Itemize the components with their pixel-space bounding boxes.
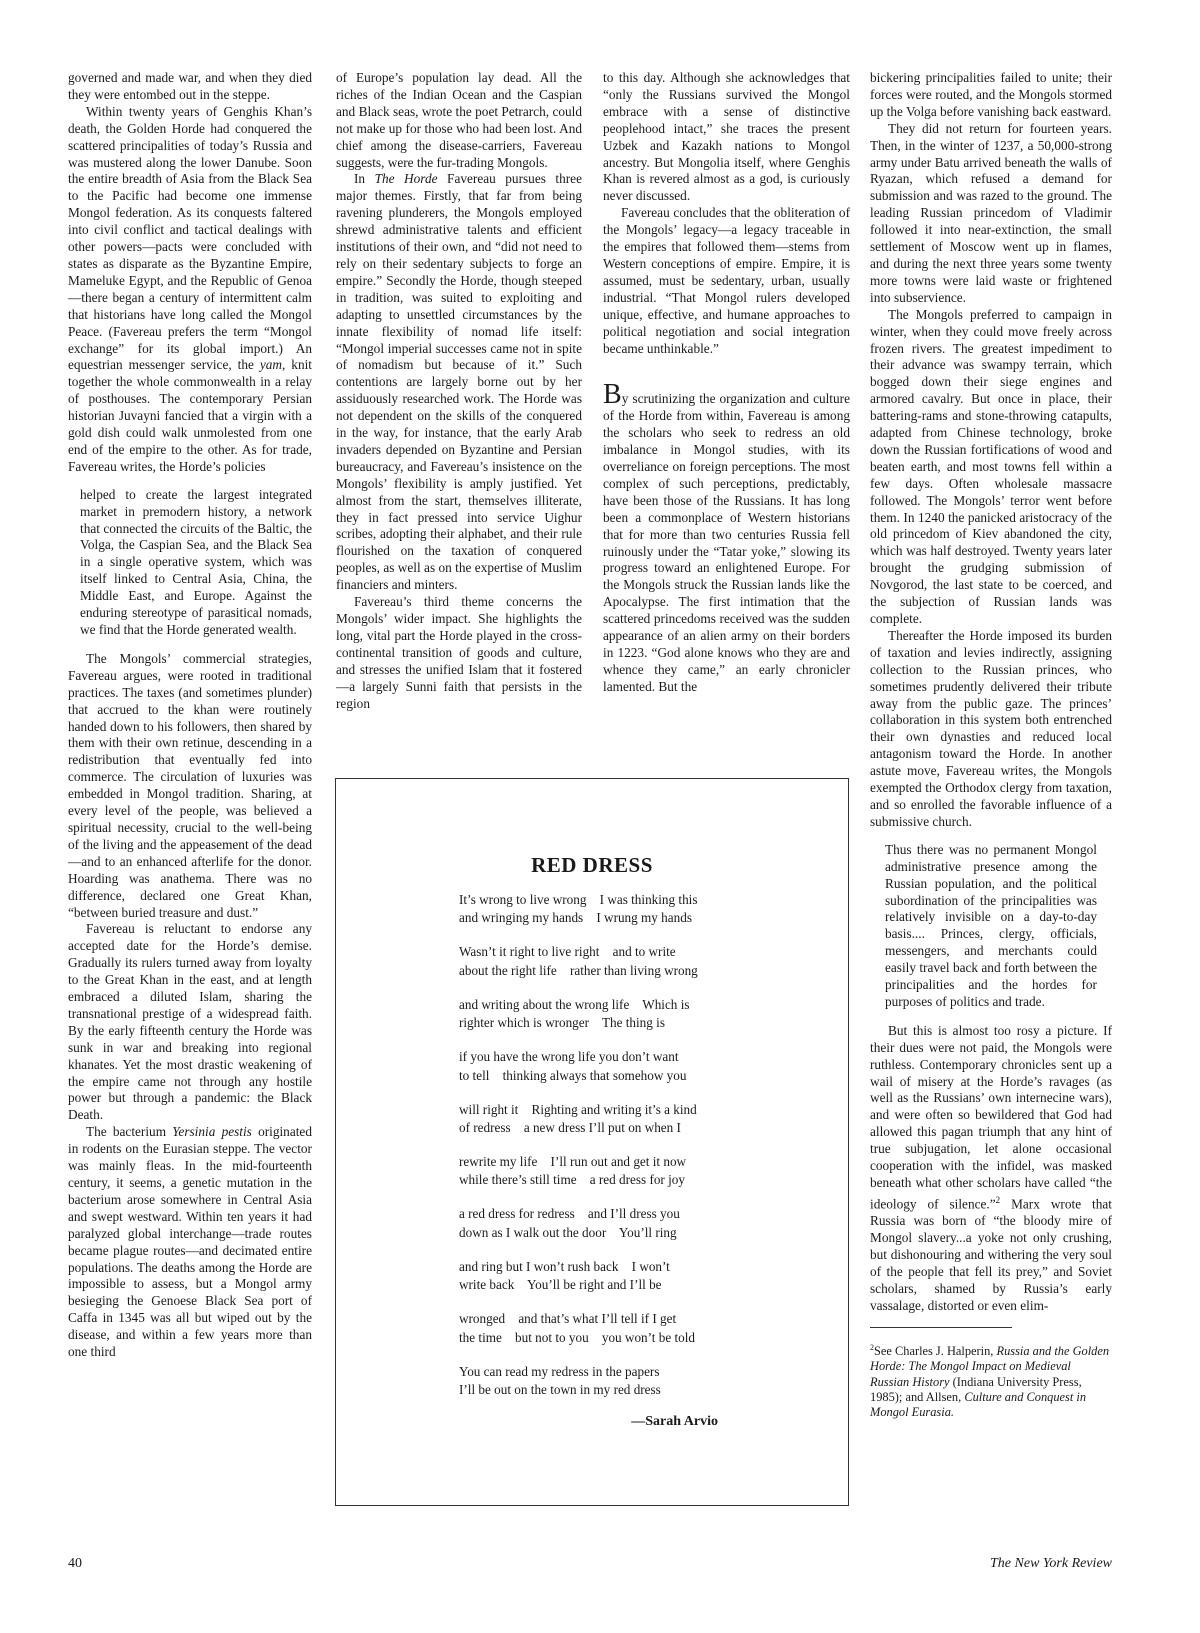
poem-author: —Sarah Arvio [631, 1414, 718, 1429]
poem-line: write back You’ll be right and I’ll be [459, 1277, 662, 1293]
poem-line: to tell thinking always that somehow you [459, 1067, 687, 1083]
poem-body [459, 891, 819, 1415]
column-2 [336, 70, 582, 712]
poem-line: righter which is wronger The thing is [459, 1015, 665, 1031]
column-4 [870, 70, 1112, 1421]
poem-stanza [459, 1363, 819, 1400]
poem-stanza [459, 891, 819, 928]
paragraph: bickering principalities failed to unite; their forces were routed, and the Mongols stormed up the Volga before vanishing back eastward. [870, 70, 1112, 119]
paragraph: The Mongols preferred to campaign in winter, when they could move freely across frozen rivers. The greatest impediment to their advance was swampy terrain, which bogged down their siege engines and armored cavalry. But once in place, their battering-rams and stone-throwing catapults, adapted from Chinese technology, broke down the Russian fortifications of wood and beaten earth, and most towns fell within a few days. Often wholesale massacre followed. The Mongols’ terror went before them. In 1240 the panicked aristocracy of the old princedom of Kiev abandoned the city, which was half destroyed. Twenty years later brought the grudging submission of Novgorod, the last state to be coerced, and the subjection of Russian lands was complete. [870, 306, 1112, 626]
poem-box [335, 778, 849, 1506]
poem-stanza [459, 1310, 819, 1347]
paragraph: But this is almost too rosy a picture. If their dues were not paid, the Mongols were ruthless. Contemporary chronicles sent up a wail of misery at the Horde’s ravages (as well as the Russians’ own internecine wars), and were often so bewildered that God had allowed this pagan triumph that any hint of true subjugation, let alone occasional cooperation with the infidel, was masked beneath what other scholars have called “the ideology of silence.”$^2$ Marx wrote that Russia was born of “the bloody mire of Mongol slavery...a yoke not only crushing, but dishonouring and withering the very soul of the people that fell its prey,” and Soviet scholars, shamed by Russia’s early vassalage, distorted or even elim- [870, 1022, 1112, 1313]
poem-stanza [459, 1101, 819, 1138]
column-1 [68, 70, 312, 1361]
poem-line: It’s wrong to live wrong I was thinking this [459, 892, 698, 907]
poem-line: Wasn’t it right to live right and to write [459, 944, 676, 960]
poem-stanza [459, 1258, 819, 1295]
poem-line: and wringing my hands I wrung my hands [459, 910, 692, 926]
poem-title: RED DRESS [531, 853, 653, 877]
section-break [603, 357, 850, 385]
quote-text: Thus there was no permanent Mongol administrative presence among the Russian population, and the political subordination of the principalities was relatively invisible on a day-to-day basis.... Princes, clergy, officials, messengers, and merchants could easily travel back and forth between the principalities and the hordes for purposes of politics and trade. [885, 841, 1097, 1009]
poem-stanza [459, 1048, 819, 1085]
paragraph: By scrutinizing the organization and culture of the Horde from within, Favereau is among the scholars who seek to redress an old imbalance in Mongol studies, with its overreliance on foreign perceptions. The most complex of such perceptions, predictably, have been those of the Russians. It has long been a commonplace of Western historians that for more than two centuries Russia fell ruinously under the “Tatar yoke,” slowing its progress toward an enlightened Europe. For the Mongols struck the Russian lands like the Apocalypse. The first intimation that the scattered princedoms received was the sudden appearance of an alien army on their borders in 1223. “God alone knows who they are and whence they came,” an early chronicler lamented. But the [603, 379, 850, 694]
poem-line: a red dress for redress and I’ll dress you [459, 1206, 680, 1222]
poem-stanza [459, 1205, 819, 1242]
poem-line: of redress a new dress I’ll put on when I [459, 1120, 681, 1136]
paragraph: Favereau is reluctant to endorse any accepted date for the Horde’s demise. Gradually its rulers turned away from loyalty to the Great Khan in the east, and at length embraced a diluted Islam, sharing the transnational prestige of a widespread faith. By the early fifteenth century the Horde was sunk in war and breaking into regional khanates. Yet the most drastic weakening of the empire came not through any hostile power but through a pandemic: the Black Death. [68, 921, 312, 1123]
drop-cap: B [603, 379, 622, 411]
paragraph: The bacterium Yersinia pestis originated in rodents on the Eurasian steppe. The vector was mainly fleas. In the mid-fourteenth century, it seems, a genetic mutation in the bacterium arose somewhere in Central Asia and swept westward. Within ten years it had paralyzed global interchange—trade routes became plague routes—and decimated entire populations. The deaths among the Horde are impossible to assess, but a Mongol army besieging the Genoese Black Sea port of Caffa in 1345 was all but wiped out by the disease, and within a few years more than one third [68, 1124, 312, 1360]
block-quote [885, 842, 1097, 1011]
paragraph: Thereafter the Horde imposed its burden of taxation and levies indirectly, assigning collection to the Russian princes, who sometimes prudently delivered their tribute away from the public gaze. The princes’ collaboration in this system both entrenched their own dynasties and reduced local antagonism toward the Horde. In another astute move, Favereau writes, the Mongols exempted the Orthodox clergy from taxation, and so enrolled the favorable influence of a submissive church. [870, 627, 1112, 829]
poem-stanza [459, 943, 819, 980]
paragraph: Within twenty years of Genghis Khan’s death, the Golden Horde had conquered the scattered principalities of today’s Russia and was mustered along the lower Danube. Soon the entire breadth of Asia from the Black Sea to the Pacific had become one immense Mongol federation. As its conquests faltered into civil conflict and tactical dealings with other powers—pacts were concluded with states as disparate as the Byzantine Empire, Mameluke Egypt, and the Republic of Genoa—there began a century of intermittent calm that historians have long called the Mongol Peace. (Favereau prefers the term “Mongol exchange” for its global import.) An equestrian messenger service, the yam, knit together the whole commonwealth in a relay of posthouses. The contemporary Persian historian Juvayni fancied that a virgin with a gold dish could walk unmolested from one end of the empire to the other. As for trade, Favereau writes, the Horde’s policies [68, 103, 312, 474]
poem-line: I’ll be out on the town in my red dress [459, 1382, 661, 1398]
poem-line: and writing about the wrong life Which is [459, 996, 690, 1012]
paragraph: Favereau’s third theme concerns the Mongols’ wider impact. She highlights the long, vital part the Horde played in the cross-continental transition of goods and culture, and stresses the unified Islam that it fostered—a largely Sunni faith that persists in the region [336, 594, 582, 711]
paragraph: Favereau concludes that the obliteration of the Mongols’ legacy—a legacy traceable in the empires that followed them—stems from Western conceptions of empire. Empire, it is assumed, must be sedentary, urban, usually industrial. “That Mongol rulers developed unique, effective, and humane approaches to political negotiation and social integration became unthinkable.” [603, 205, 850, 356]
poem-line: about the right life rather than living wrong [459, 962, 698, 978]
block-quote [80, 487, 312, 639]
poem-line: the time but not to you you won’t be told [459, 1329, 696, 1345]
poem-stanza [459, 996, 819, 1033]
paragraph: In The Horde Favereau pursues three major themes. Firstly, that far from being ravening plunderers, the Mongols employed shrewd administrative talents and efficient institutions of their own, and “did not need to rely on their sedentary subjects to forge an empire.” Secondly the Horde, though steeped in tradition, was suited to exploiting and adapting to unsettled circumstances by the innate flexibility of nomad life itself: “Mongol imperial successes came not in spite of nomadism but because of it.” Such contentions are largely borne out by her assiduously researched work. The Horde was not dependent on the skills of the conquered in the way, for instance, that the early Arab invaders depended on Byzantine and Persian bureaucracy, and Favereau’s insistence on the Mongols’ flexibility is amply justified. Yet almost from the start, themselves illiterate, they in fact pressed into service Uighur scribes, adopting their alphabet, and their rule flourished on the taxation of conquered peoples, as well as on the expertise of Muslim financiers and minters. [336, 171, 582, 593]
poem-line: You can read my redress in the papers [459, 1363, 660, 1379]
paragraph: governed and made war, and when they died they were entombed out in the steppe. [68, 70, 312, 102]
poem-line: down as I walk out the door You’ll ring [459, 1224, 677, 1240]
page-number: 40 [68, 1556, 82, 1571]
poem-line: wronged and that’s what I’ll tell if I get [459, 1311, 677, 1327]
column-3 [603, 70, 850, 696]
footnote: $^2$See Charles J. Halperin, Russia and the Golden Horde: The Mongol Impact on Medieval Russian History (Indiana University Press, 1985); and Allsen, Culture and Conquest in Mongol Eurasia. [870, 1342, 1110, 1420]
quote-text: helped to create the largest integrated market in premodern history, a network that connected the circuits of the Baltic, the Volga, the Caspian Sea, and the Black Sea in a single operative system, which was itself linked to Central Asia, China, the Middle East, and Europe. Against the enduring stereotype of parasitical nomads, we find that the Horde generated wealth. [80, 486, 312, 637]
publication-name: The New York Review [990, 1556, 1112, 1571]
poem-line: while there’s still time a red dress for joy [459, 1172, 685, 1188]
poem-line: rewrite my life I’ll run out and get it now [459, 1154, 687, 1170]
poem-stanza [459, 1153, 819, 1190]
paragraph: They did not return for fourteen years. Then, in the winter of 1237, a 50,000-strong army under Batu arrived beneath the walls of Ryazan, which refused a demand for submission and was razed to the ground. The leading Russian princedom of Vladimir followed it into near-extinction, the small settlement of Moscow went up in flames, and during the next three years some twenty more towns were laid waste or frightened into subservience. [870, 120, 1112, 305]
footnote-rule [870, 1327, 1012, 1328]
poem-line: if you have the wrong life you don’t want [459, 1049, 679, 1065]
poem-line: will right it Righting and writing it’s a kind [459, 1101, 697, 1117]
poem-line: and ring but I won’t rush back I won’t [459, 1258, 670, 1274]
paragraph: to this day. Although she acknowledges that “only the Russians survived the Mongol embrace with a sense of distinctive peoplehood intact,” she traces the present Uzbek and Kazakh nations to Mongol ancestry. But Mongolia itself, where Genghis Khan is revered almost as a god, is curiously never discussed. [603, 70, 850, 204]
paragraph: of Europe’s population lay dead. All the riches of the Indian Ocean and the Caspian and Black seas, wrote the poet Petrarch, could not make up for those who had been lost. And chief among the disease-carriers, Favereau suggests, were the fur-trading Mongols. [336, 70, 582, 170]
paragraph: The Mongols’ commercial strategies, Favereau argues, were rooted in traditional practices. The taxes (and sometimes plunder) that accrued to the khan were routinely handed down to his followers, then shared by them with their own retinue, descending in a redistribution that eventually fed into commerce. The circulation of luxuries was embedded in Mongol tradition. Sharing, at every level of the people, was believed a spiritual necessity, crucial to the well-being of the living and the appeasement of the dead—and to an enhanced afterlife for the donor. Hoarding was anathema. There was no difference, declared one Great Khan, “between buried treasure and dust.” [68, 650, 312, 920]
